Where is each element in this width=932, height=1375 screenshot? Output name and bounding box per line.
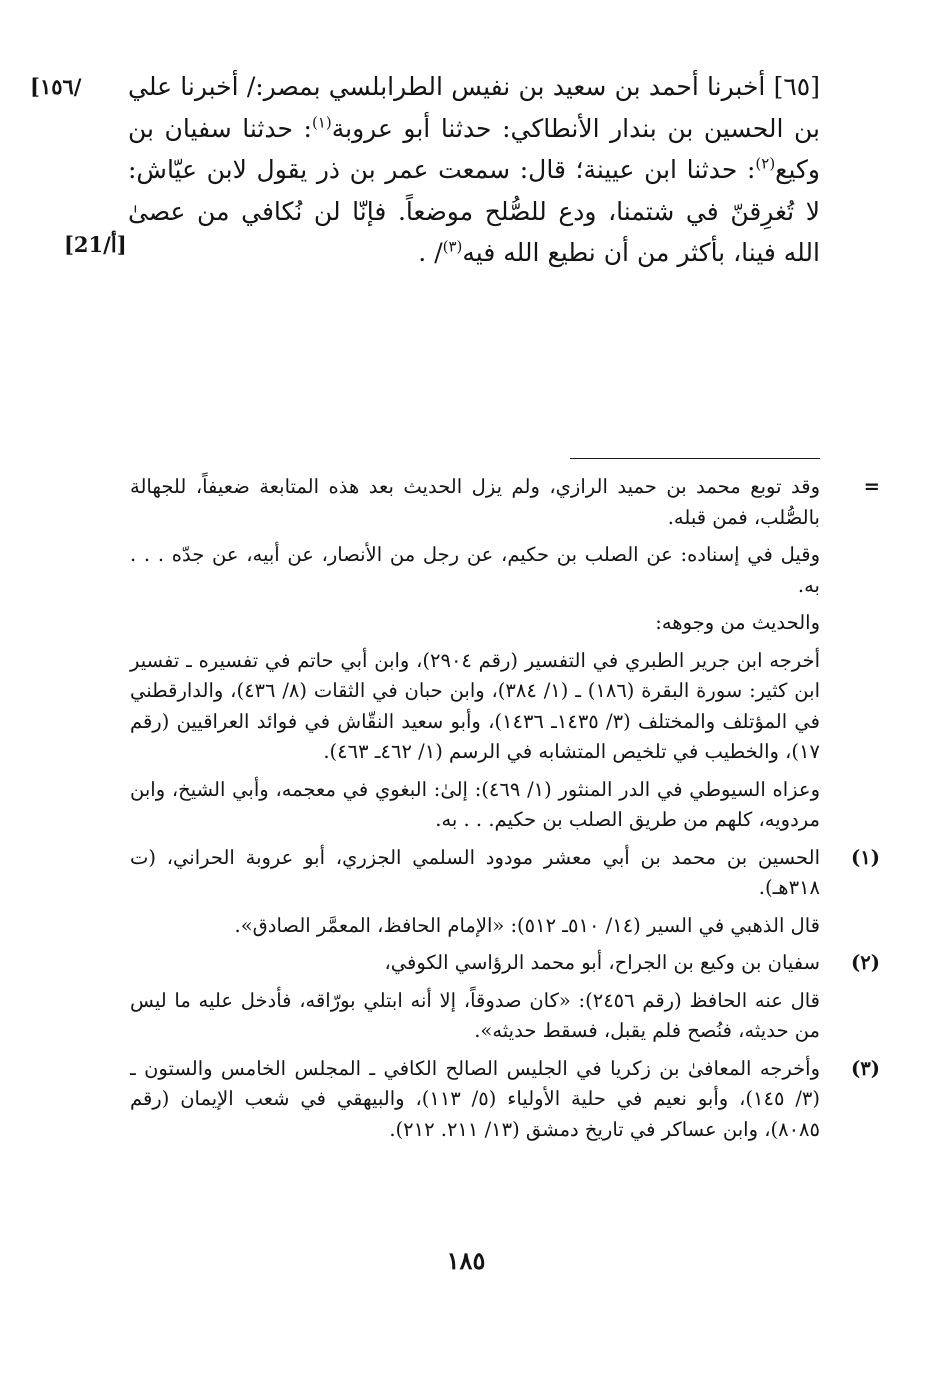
hadith-text-part: : حدثنا سفيان بن وكيع [128,113,820,184]
continuation-marker: = [863,475,880,498]
footnote-text: أخرجه ابن جرير الطبري في التفسير (رقم ٢٩٠٤)، وابن أبي حاتم في تفسيره ـ تفسير ابن كثير: سورة البقرة (١٨٦) ـ (١/ ٣٨٤)، وابن حبان في الثقات (٨/ ٤٣٦)، والدارقطني في المؤتلف والمختلف (٣/ ١٤٣٥ـ ١٤٣٦)، وأبو سعيد النقّاش في فوائد العراقيين (رقم ١٧)، والخطيب في تلخيص المتشابه في الرسم (١/ ٤٦٢ـ ٤٦٣). [130,648,820,763]
footnote-1-marker: (١) [851,845,880,869]
footnote-text: وقيل في إسناده: عن الصلب بن حكيم، عن رجل من الأنصار، عن أبيه، عن جدّه . . . به. [130,543,820,597]
footnote-2 [130,948,880,979]
footnote-continuation [130,775,820,836]
footnote-3-marker: (٣) [851,1056,880,1080]
footnote-ref-3: (٣) [442,237,463,256]
footnote-ref-2: (٢) [755,154,776,173]
footnote-2-marker: (٢) [851,951,880,974]
hadith-text-part: [٦٥] أخبرنا أحمد بن سعيد بن نفيس الطرابلسي بمصر:/ أخبرنا علي بن الحسين بن بندار الأنطاكي: حدثنا أبو عروبة [128,72,821,143]
footnote-continuation [130,540,820,601]
footnote-text: قال عنه الحافظ (رقم ٢٤٥٦): «كان صدوقاً، إلا أنه ابتلي بورّاقه، فأدخل عليه ما ليس من حديثه، فنُصح فلم يقبل، فسقط حديثه». [130,988,821,1042]
footnote-2-cont [130,986,820,1047]
manuscript-ref-bottom: [21/أ] [64,232,127,257]
footnote-continuation [130,646,820,768]
footnote-continuation [130,608,820,639]
footnote-1-cont [130,911,820,942]
manuscript-ref-top: [١٥٦/ [30,74,82,99]
footnote-text: قال الذهبي في السير (١٤/ ٥١٠ـ ٥١٢): «الإمام الحافظ، المعمَّر الصادق». [234,913,820,937]
footnote-1 [130,843,880,904]
footnote-3 [130,1054,880,1146]
footnote-text: والحديث من وجوهه: [655,611,820,634]
footnote-text: وأخرجه المعافىٰ بن زكريا في الجليس الصالح الكافي ـ المجلس الخامس والستون ـ (٣/ ١٤٥)، وأبو نعيم في حلية الأولياء (٥/ ١١٣)، والبيهقي في شعب الإيمان (رقم ٨٠٨٥)، وابن عساكر في تاريخ دمشق (١٣/ ٢١١. ٢١٢). [130,1056,820,1141]
hadith-text-part: : حدثنا ابن عيينة؛ قال: سمعت عمر بن ذر يقول لابن عيّاش: لا تُغرِقنّ في شتمنا، ودع للصُّلح موضعاً. فإنّا لن نُكافي من عصىٰ الله فينا، بأكثر من أن نطيع الله فيه [128,155,820,267]
footnote-separator [570,458,820,459]
footnote-text: سفيان بن وكيع بن الجراح، أبو محمد الرؤاسي الكوفي، [384,951,820,974]
footnote-ref-1: (١) [311,113,332,132]
footnote-text: وعزاه السيوطي في الدر المنثور (١/ ٤٦٩): إلىٰ: البغوي في معجمه، وأبي الشيخ، وابن مردويه، كلهم من طريق الصلب بن حكيم. . . به. [130,777,820,831]
footnote-text: الحسين بن محمد بن أبي معشر مودود السلمي الجزري، أبو عروبة الحراني، (ت ٣١٨هـ). [130,845,820,899]
footnote-continuation [130,472,880,533]
hadith-text-part: / . [418,238,443,267]
hadith-paragraph [128,66,820,274]
footnote-text: وقد توبع محمد بن حميد الرازي، ولم يزل الحديث بعد هذه المتابعة ضعيفاً، للجهالة بالصُّلب، فمن قبله. [130,475,820,529]
page-number: ١٨٥ [446,1246,486,1275]
main-text [128,66,820,274]
footnotes [130,472,880,1152]
